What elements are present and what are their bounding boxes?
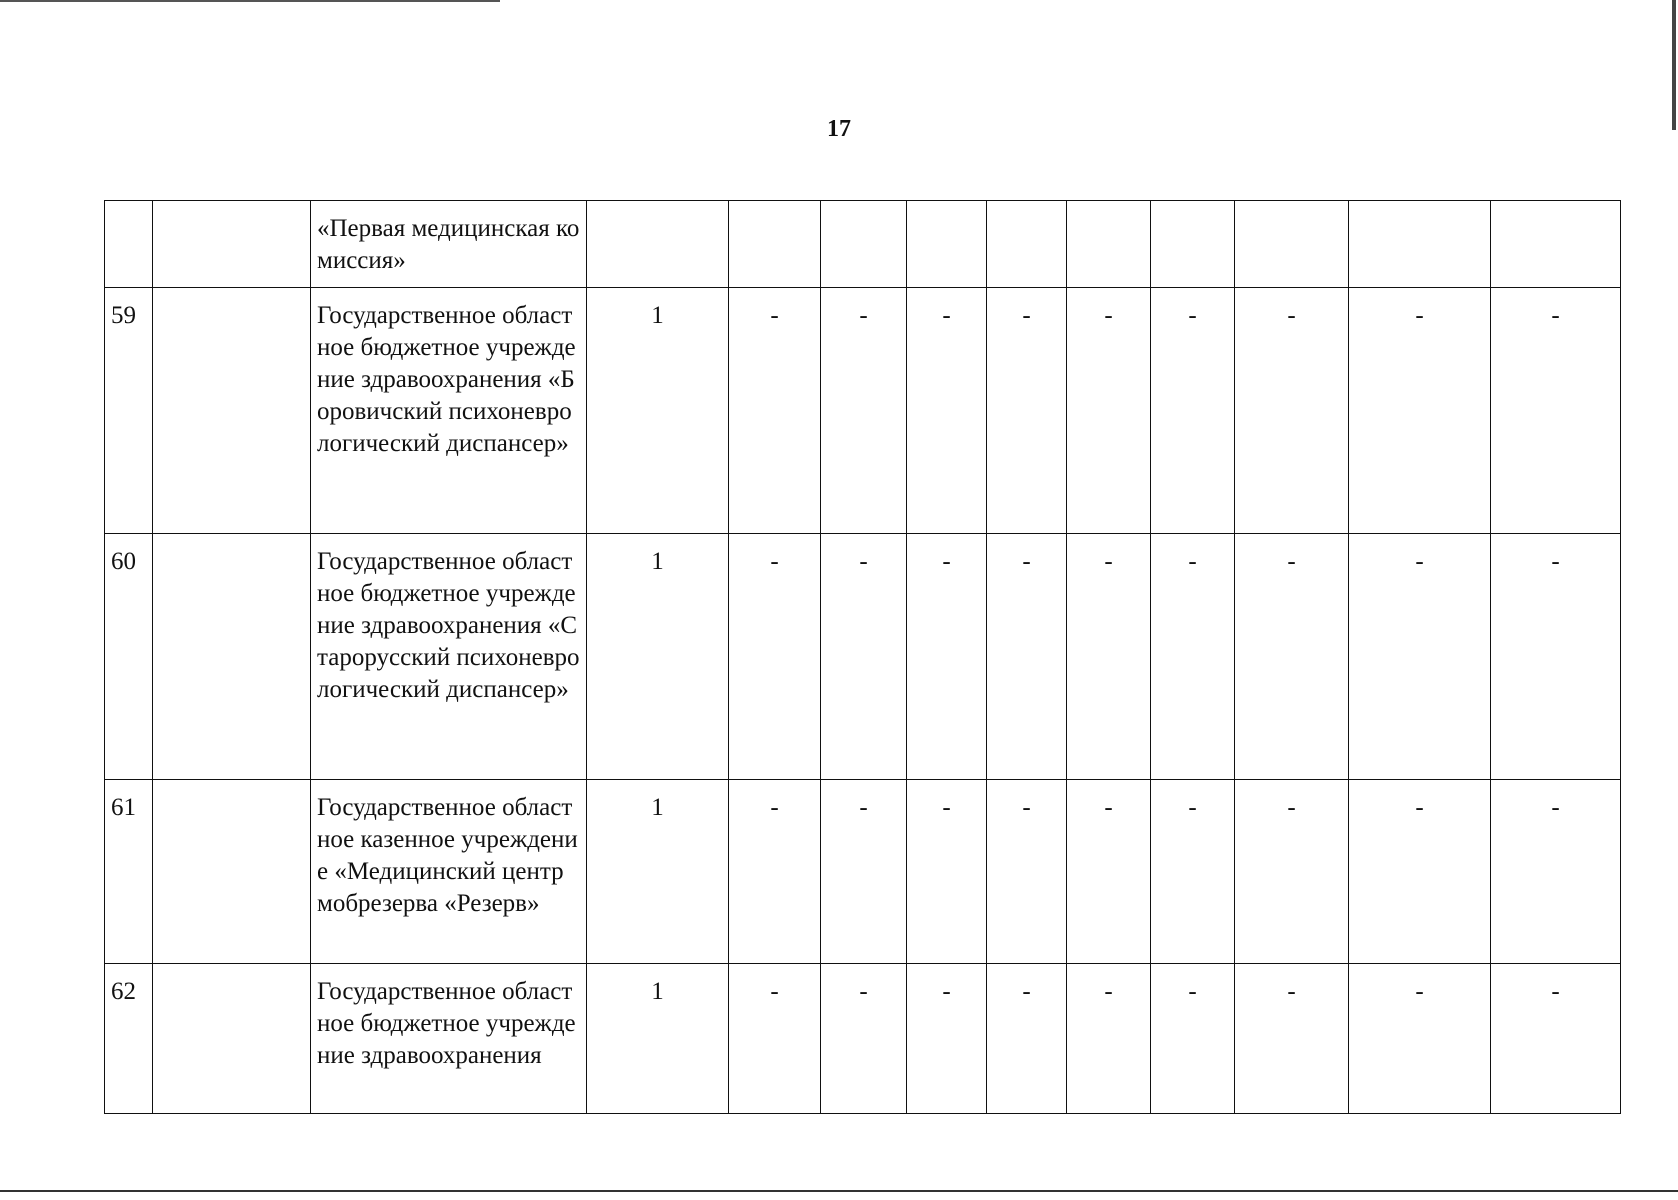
institutions-table [104,200,1621,1114]
value-cell: - [1349,288,1491,534]
top-rule [0,0,500,2]
quantity-cell: 1 [587,534,729,780]
value-cell: - [1067,964,1151,1114]
value-cell [821,201,907,288]
value-cell: - [907,534,987,780]
institution-name: Государственное областное бюджетное учреждение здравоохранения [311,964,587,1114]
value-cell: - [1349,964,1491,1114]
bottom-rule [0,1190,1678,1192]
value-cell: - [821,780,907,964]
blank-cell [153,534,311,780]
value-cell [987,201,1067,288]
value-cell: - [729,288,821,534]
value-cell: - [1151,964,1235,1114]
row-number: 62 [105,964,153,1114]
institution-name: Государственное областное бюджетное учреждение здравоохранения «Боровичский психоневрологический диспансер» [311,288,587,534]
row-number: 61 [105,780,153,964]
value-cell: - [1067,780,1151,964]
quantity-cell [587,201,729,288]
value-cell [1067,201,1151,288]
value-cell: - [907,780,987,964]
blank-cell [153,780,311,964]
value-cell: - [1235,780,1349,964]
table-row [105,964,1621,1114]
value-cell: - [1235,964,1349,1114]
value-cell [1349,201,1491,288]
value-cell [907,201,987,288]
value-cell: - [987,780,1067,964]
value-cell: - [1235,288,1349,534]
value-cell: - [907,288,987,534]
quantity-cell: 1 [587,964,729,1114]
institution-name: Государственное областное казенное учреждение «Медицинский центр мобрезерва «Резерв» [311,780,587,964]
value-cell: - [821,964,907,1114]
value-cell: - [821,534,907,780]
value-cell: - [987,534,1067,780]
value-cell: - [1491,780,1621,964]
table-row [105,288,1621,534]
blank-cell [153,964,311,1114]
value-cell: - [1067,534,1151,780]
value-cell: - [1349,780,1491,964]
row-number [105,201,153,288]
value-cell: - [987,288,1067,534]
table-row [105,780,1621,964]
page-edge-mark [1672,0,1676,130]
value-cell: - [1491,288,1621,534]
value-cell: - [987,964,1067,1114]
value-cell [1235,201,1349,288]
value-cell: - [1151,780,1235,964]
value-cell [1151,201,1235,288]
value-cell: - [729,964,821,1114]
row-number: 59 [105,288,153,534]
value-cell: - [821,288,907,534]
value-cell: - [1235,534,1349,780]
blank-cell [153,201,311,288]
value-cell [1491,201,1621,288]
page-number: 17 [827,116,851,142]
value-cell: - [729,534,821,780]
value-cell [729,201,821,288]
quantity-cell: 1 [587,780,729,964]
value-cell: - [1151,288,1235,534]
value-cell: - [1491,964,1621,1114]
institution-name: «Первая медицинская комиссия» [311,201,587,288]
value-cell: - [907,964,987,1114]
value-cell: - [1491,534,1621,780]
value-cell: - [1067,288,1151,534]
table-row [105,201,1621,288]
quantity-cell: 1 [587,288,729,534]
institution-name: Государственное областное бюджетное учреждение здравоохранения «Старорусский психоневрологический диспансер» [311,534,587,780]
value-cell: - [729,780,821,964]
value-cell: - [1349,534,1491,780]
table-row [105,534,1621,780]
blank-cell [153,288,311,534]
value-cell: - [1151,534,1235,780]
row-number: 60 [105,534,153,780]
